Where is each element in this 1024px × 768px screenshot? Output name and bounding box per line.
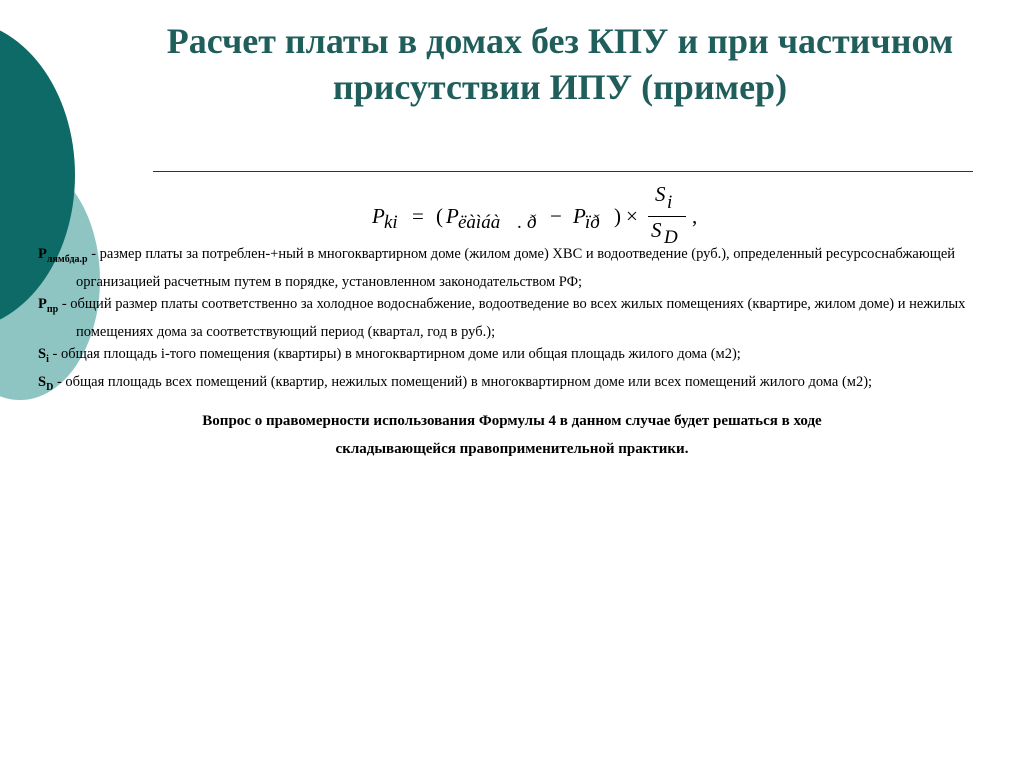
formula-sub-r: ð — [527, 212, 537, 233]
formula-denominator-S: S — [651, 218, 662, 242]
def-text: - общая площадь всех помещений (квартир, нежилых помещений) в многоквартирном доме или всех помещений жилого дома (м2); — [53, 373, 873, 390]
formula-sub-i: i — [667, 192, 673, 213]
def-subscript: пр — [46, 303, 59, 315]
formula-P: P — [372, 204, 385, 228]
def-text: - общий размер платы соответственно за холодное водоснабжение, водоотведение во всех жилых помещениях (квартире, жилом доме) и нежилых помещениях дома за соответствующий период (квартал, год в руб.); — [58, 295, 966, 340]
title-divider — [153, 171, 973, 172]
def-symbol: P — [38, 246, 47, 262]
question-line-1: Вопрос о правомерности использования Формулы 4 в данном случае будет решаться в ходе — [202, 413, 822, 429]
def-subscript: лямбда.р — [46, 253, 88, 265]
formula-sub-ki: ki — [384, 212, 398, 233]
formula-fraction-line — [648, 216, 686, 217]
formula-P-lambda: P — [446, 204, 459, 228]
def-text: - размер платы за потреблен-+ный в многоквартирном доме (жилом доме) ХВС и водоотведение (руб.), определенный ресурсоснабжающей организацией расчетным путем в порядке, установленном законодательством РФ; — [76, 246, 956, 290]
definition-s-d — [38, 371, 998, 399]
def-text: - общая площадь i-того помещения (квартиры) в многоквартирном доме или общая площадь жилого дома (м2); — [48, 345, 741, 362]
formula-minus: − — [550, 204, 562, 228]
formula-close-paren: ) — [614, 204, 621, 228]
formula-open-paren: ( — [436, 204, 443, 228]
def-subscript: i — [46, 353, 49, 365]
formula-sub-D: D — [664, 227, 678, 248]
definition-p-lambda — [38, 243, 998, 293]
question-line-2: складывающейся правоприменительной практики. — [335, 441, 689, 457]
formula-dot: . — [517, 212, 522, 233]
def-symbol: P — [38, 295, 47, 312]
formula-sub-pr: ïð — [585, 212, 600, 233]
formula-times: × — [626, 204, 638, 228]
def-subscript: D — [46, 381, 54, 393]
formula — [370, 180, 710, 248]
definition-s-i — [38, 343, 998, 371]
def-symbol: S — [38, 373, 47, 390]
formula-comma: , — [692, 204, 698, 228]
formula-P-pr: P — [573, 204, 586, 228]
formula-sub-lambda: ëàìáà — [458, 212, 501, 233]
definitions-list — [38, 243, 998, 399]
slide-title: Расчет платы в домах без КПУ и при частичном присутствии ИПУ (пример) — [166, 21, 954, 107]
question-note — [100, 407, 924, 463]
definition-p-pr — [38, 293, 998, 343]
def-symbol: S — [38, 345, 47, 362]
formula-numerator-S: S — [655, 182, 666, 206]
formula-equals: = — [412, 204, 424, 228]
